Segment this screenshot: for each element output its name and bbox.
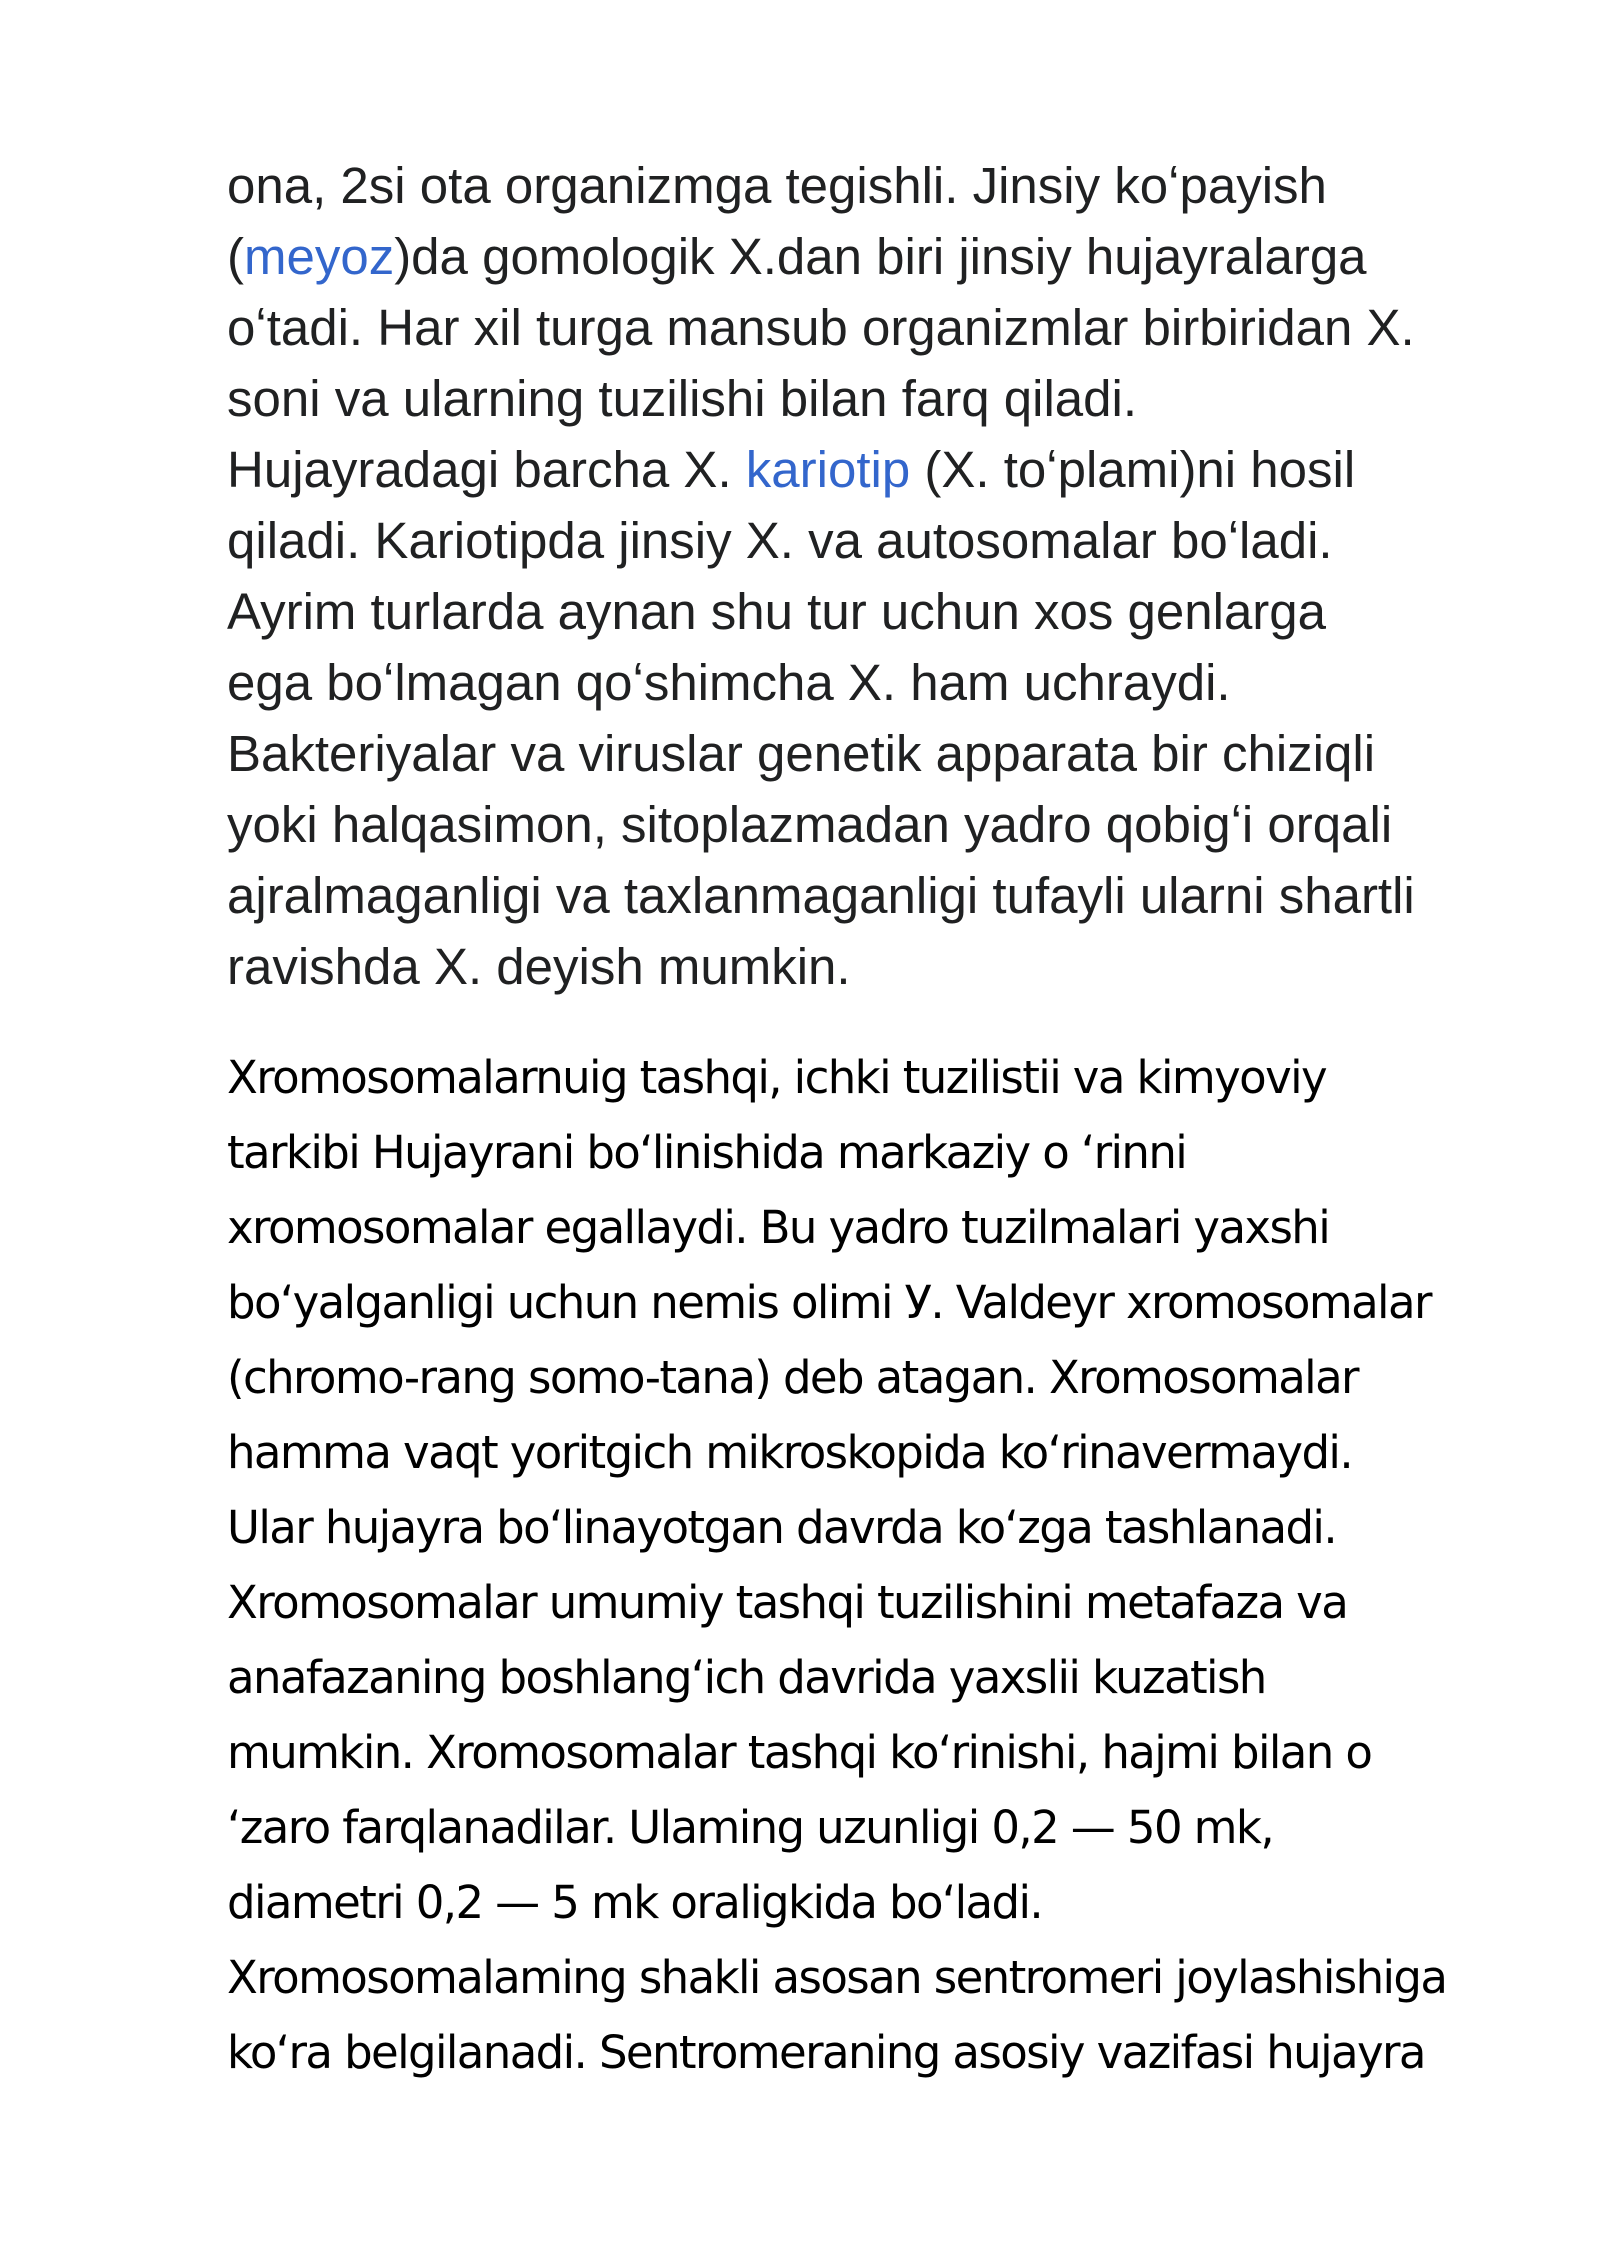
text-line: qiladi. Kariotipda jinsiy X. va autosomalar boʻladi.	[227, 512, 1333, 569]
text-line: ajralmaganligi va taxlanmaganligi tufayli ularni shartli	[227, 867, 1415, 924]
text-line: Xromosomalar umumiy tashqi tuzilishini metafaza va	[227, 1576, 1348, 1629]
text-line: anafazaning boshlangʻich davrida yaxslii kuzatish	[227, 1651, 1266, 1704]
link-kariotip[interactable]: kariotip	[745, 441, 911, 498]
text-line: Hujayradagi barcha X. kariotip (X. toʻplami)ni hosil	[227, 441, 1356, 498]
text-line: ʻzaro farqlanadilar. Ulaming uzunligi 0,2 — 50 mk,	[227, 1801, 1274, 1854]
text-line: (meyoz)da gomologik X.dan biri jinsiy hujayralarga	[227, 228, 1367, 285]
text-line: hamma vaqt yoritgich mikroskopida koʻrinavermaydi.	[227, 1426, 1353, 1479]
text-line: Xromosomalaming shakli asosan sentromeri joylashishiga	[227, 1951, 1447, 2004]
text-line: oʻtadi. Har xil turga mansub organizmlar birbiridan X.	[227, 299, 1415, 356]
paragraph-xromosomalar	[227, 1040, 1487, 2090]
text-line: Xromosomalarnuig tashqi, ichki tuzilistii va kimyoviy	[227, 1051, 1327, 1104]
paragraph-encyclopedia	[227, 150, 1487, 1002]
text-line: Ayrim turlarda aynan shu tur uchun xos genlarga	[227, 583, 1327, 640]
text-line: soni va ularning tuzilishi bilan farq qiladi.	[227, 370, 1138, 427]
text-line: Ular hujayra boʻlinayotgan davrda koʻzga tashlanadi.	[227, 1501, 1337, 1554]
text-line: diametri 0,2 — 5 mk oraligkida boʻladi.	[227, 1876, 1043, 1929]
text-line: boʻyalganligi uchun nemis olimi У. Valdeyr xromosomalar	[227, 1276, 1431, 1329]
link-meyoz[interactable]: meyoz	[243, 228, 395, 285]
text-line: tarkibi Hujayrani boʻlinishida markaziy o ʻrinni	[227, 1126, 1187, 1179]
text-line: koʻra belgilanadi. Sentromeraning asosiy vazifasi hujayra	[227, 2026, 1425, 2079]
text-line: ona, 2si ota organizmga tegishli. Jinsiy koʻpayish	[227, 157, 1327, 214]
text-line: yoki halqasimon, sitoplazmadan yadro qobigʻi orqali	[227, 796, 1393, 853]
text-line: mumkin. Xromosomalar tashqi koʻrinishi, hajmi bilan o	[227, 1726, 1372, 1779]
document-page	[227, 150, 1487, 2090]
text-line: (chromo-rang somo-tana) deb atagan. Xromosomalar	[227, 1351, 1358, 1404]
text-line: ega boʻlmagan qoʻshimcha X. ham uchraydi.	[227, 654, 1231, 711]
text-line: ravishda X. deyish mumkin.	[227, 938, 851, 995]
text-line: xromosomalar egallaydi. Bu yadro tuzilmalari yaxshi	[227, 1201, 1330, 1254]
text-line: Bakteriyalar va viruslar genetik apparata bir chiziqli	[227, 725, 1376, 782]
